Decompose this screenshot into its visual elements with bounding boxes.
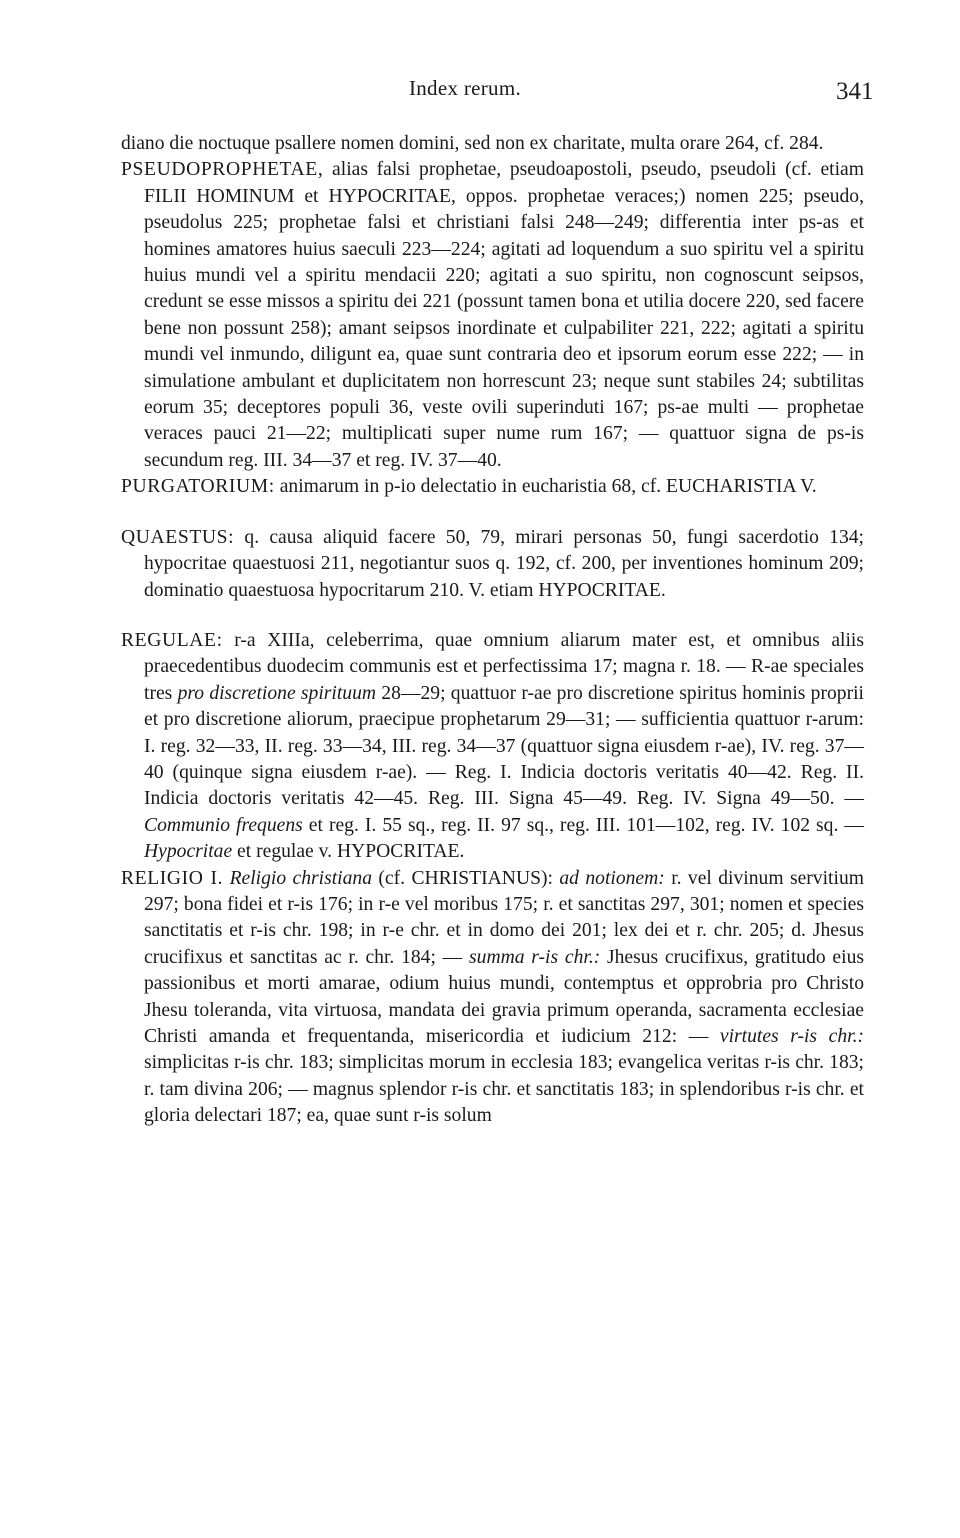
entry-text: q. causa aliquid facere 50, 79, mirari personas 50, fungi sacerdotio 134; hypocritae quaestuosi 211, negotiantur suos q. 192, cf. 200, per inventiones hominum 209; dominatio quaestuosa hypocritarum 210. V. etiam HYPOCRITAE. bbox=[144, 526, 864, 601]
entry-head: RELIGIO I. bbox=[121, 867, 224, 889]
index-entry-pseudoprophetae bbox=[121, 157, 864, 474]
entry-italic: Communio frequens bbox=[144, 814, 303, 836]
page-title: Index rerum. bbox=[408, 76, 522, 100]
page-number: 341 bbox=[836, 78, 874, 105]
index-entry-religio bbox=[121, 866, 864, 1130]
entry-text: et reg. I. 55 sq., reg. II. 97 sq., reg. III. 101—102, reg. IV. 102 sq. — bbox=[302, 814, 864, 836]
entry-text: r-a XIIIa, celeberrima, quae omnium aliarum mater est, et omnibus aliis praecedentibus duodecim communis est et perfectissima 17; magna r. 18. — R-ae speciales tres bbox=[144, 629, 864, 704]
entry-text: diano die noctuque psallere nomen domini, sed non ex charitate, multa orare 264, cf. 284. bbox=[121, 133, 824, 154]
entry-head: REGULAE: bbox=[121, 629, 223, 651]
index-entry-continuation bbox=[121, 131, 864, 157]
section-gap bbox=[121, 604, 864, 628]
entry-text: (cf. CHRISTIANUS): bbox=[372, 867, 560, 889]
entry-text: simplicitas r-is chr. 183; simplicitas morum in ecclesia 183; evangelica veritas r-is chr. 183; r. tam divina 206; — magnus splendor r-is chr. et sanctitatis 183; in splendoribus r-is chr. et gloria delectari 187; ea, quae sunt r-is solum bbox=[144, 1052, 864, 1127]
section-gap bbox=[121, 501, 864, 525]
entry-text: alias falsi prophetae, pseudoapostoli, pseudo, pseudoli (cf. etiam FILII HOMINUM et HYPOCRITAE, oppos. prophetae veraces;) nomen 225; pseudo, pseudolus 225; prophetae falsi et christiani falsi 248—249; differentia inter ps-as et homines amatores huius saeculi 223—224; agitati ad loquendum a suo spiritu vel a spiritu huius mundi vel a spiritu mendacii 220; agitati a suo spiritu, non cognoscunt seipsos, credunt se esse missos a spiritu dei 221 (possunt tamen bona et utilia docere 220, sed facere bene non possunt 258); amant seipsos inordinate et culpabiliter 221, 222; agitati a spiritu mundi vel inmundo, diligunt ea, quae sunt contraria deo et ipsorum eorum esse 222; — in simulatione ambulant et duplicitatem non horrescunt 23; neque sunt stabiles 24; subtilitas eorum 35; deceptores populi 36, veste ovili superinduti 167; ps-ae multi — prophetae veraces pauci 21—22; multiplicati super nume rum 167; — quattuor signa de ps-is secundum reg. III. 34—37 et reg. IV. 37—40. bbox=[144, 159, 864, 471]
entry-italic: ad notionem: bbox=[559, 867, 665, 889]
index-body bbox=[121, 131, 864, 1130]
entry-head: QUAESTUS: bbox=[121, 526, 235, 548]
entry-head: PSEUDOPROPHETAE, bbox=[121, 159, 324, 181]
entry-italic: pro discretione spirituum bbox=[177, 682, 377, 704]
index-entry-purgatorium bbox=[121, 474, 864, 500]
entry-italic: virtutes r-is chr.: bbox=[719, 1026, 865, 1047]
entry-italic: Hypocritae bbox=[144, 841, 233, 863]
entry-text: animarum in p-io delectatio in eucharistia 68, cf. EUCHARISTIA V. bbox=[274, 476, 817, 498]
entry-text: Jhesus crucifixus, gratitudo eius passionibus et morti amarae, odium huius mundi, contemptus et opprobria pro Christo Jhesu toleranda, vita virtuosa, mandata dei gravia primum operanda, sacramenta ecclesiae Christi amanda et frequentanda, misericordia et iudicium 212: — bbox=[144, 946, 864, 1047]
entry-text: et regulae v. HYPOCRITAE. bbox=[232, 841, 465, 863]
entry-italic: summa r-is chr.: bbox=[469, 946, 601, 968]
entry-italic: Religio christiana bbox=[223, 867, 373, 889]
entry-text: r. vel divinum servitium 297; bona fidei et r-is 176; in r-e vel moribus 175; r. et sanctitas 297, 301; nomen et species sanctitatis et r-is chr. 198; in r-e chr. et in domo dei 201; lex dei et r. chr. 205; d. Jhesus crucifixus et sanctitas ac r. chr. 184; — bbox=[144, 867, 864, 968]
index-entry-regulae bbox=[121, 628, 864, 866]
entry-text: 28—29; quattuor r-ae pro discretione spiritus hominis proprii et pro discretione aliorum, praecipue prophetarum 29—31; — sufficientia quattuor r-arum: I. reg. 32—33, II. reg. 33—34, III. reg. 34—37 (quattuor signa eiusdem r-ae), IV. reg. 37—40 (quinque signa eiusdem r-ae). — Reg. I. Indicia doctoris veritatis 40—42. Reg. II. Indicia doctoris veritatis 42—45. Reg. III. Signa 45—49. Reg. IV. Signa 49—50. — bbox=[144, 682, 864, 810]
index-entry-quaestus bbox=[121, 525, 864, 604]
entry-head: PURGATORIUM: bbox=[121, 476, 275, 498]
